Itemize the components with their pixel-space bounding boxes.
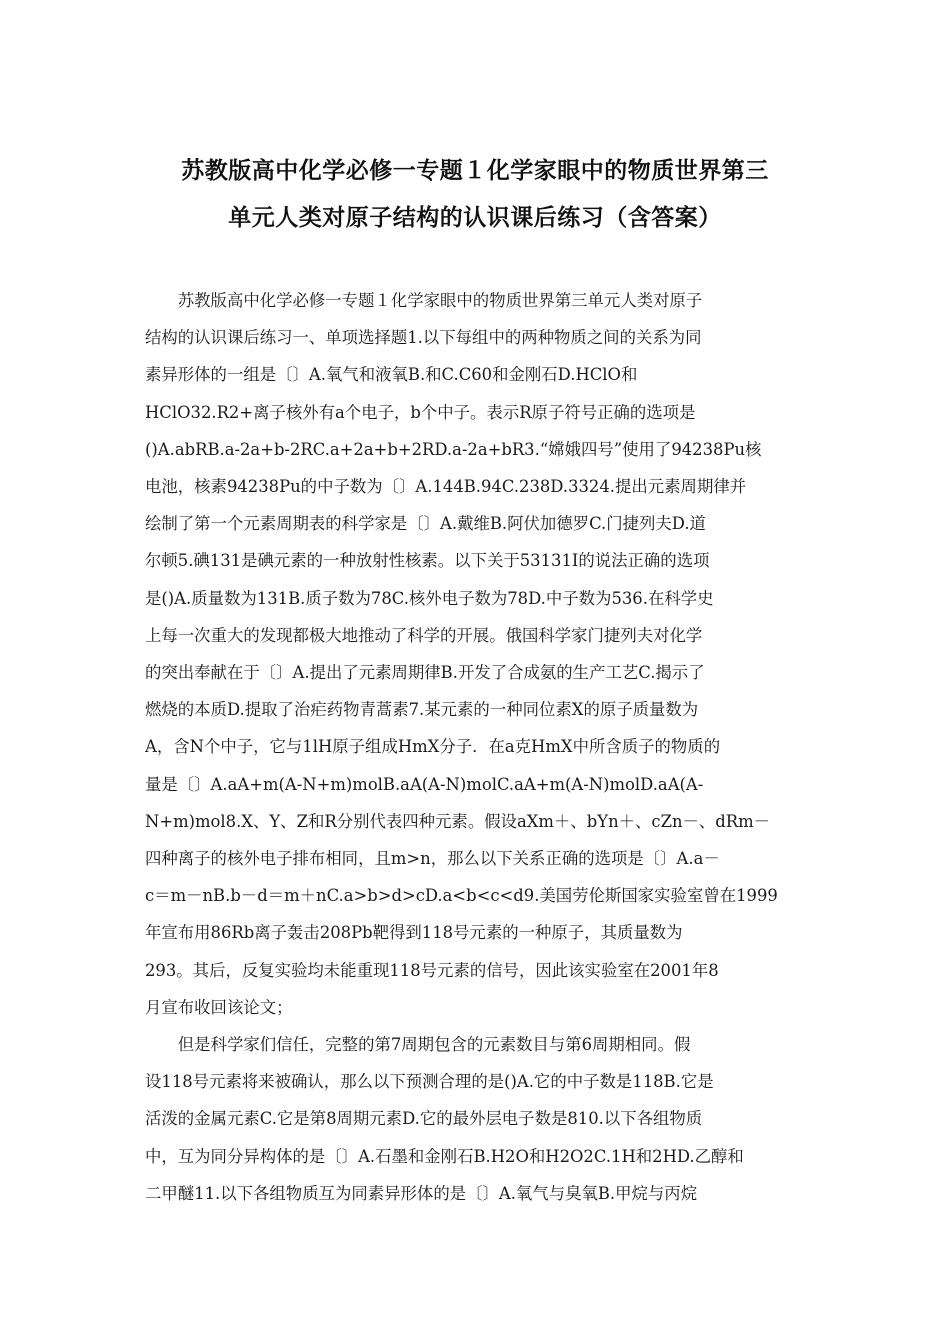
body-line: 素异形体的一组是〔〕A.氧气和液氧B.和C.C60和金刚石D.HClO和 bbox=[145, 365, 638, 385]
body-line: c＝m－nB.b－d＝m＋nC.a>b>d>cD.a<b<c<d9.美国劳伦斯国家实验室曾在1999 bbox=[145, 886, 778, 906]
body-line: 活泼的金属元素C.它是第8周期元素D.它的最外层电子数是810.以下各组物质 bbox=[145, 1109, 703, 1129]
body-line: HClO32.R2+离子核外有a个电子，b个中子。表示R原子符号正确的选项是 bbox=[145, 402, 696, 422]
body-line: 四种离子的核外电子排布相同，且m>n，那么以下关系正确的选项是〔〕A.a－ bbox=[145, 849, 720, 869]
document-body bbox=[145, 282, 805, 1212]
body-line: 苏教版高中化学必修一专题１化学家眼中的物质世界第三单元人类对原子 bbox=[145, 291, 703, 310]
body-line: 年宣布用86Rb离子轰击208Pb靶得到118号元素的一种原子，其质量数为 bbox=[145, 923, 683, 943]
body-line: 293。其后，反复实验均未能重现118号元素的信号，因此该实验室在2001年8 bbox=[145, 960, 719, 980]
body-line: N+m)mol8.X、Y、Z和R分别代表四种元素。假设aXm＋、bYn＋、cZn－、dRm－ bbox=[145, 811, 771, 831]
body-line: 电池，核素94238Pu的中子数为〔〕A.144B.94C.238D.3324.提出元素周期律并 bbox=[145, 477, 747, 497]
body-line: ()A.abRB.a-2a+b-2RC.a+2a+b+2RD.a-2a+bR3.“嫦娥四号”使用了94238Pu核 bbox=[145, 439, 762, 459]
body-line: 但是科学家们信任，完整的第7周期包含的元素数目与第6周期相同。假 bbox=[145, 1035, 691, 1055]
title-line-1: 苏教版高中化学必修一专题１化学家眼中的物质世界第三 bbox=[181, 158, 769, 184]
title-line-2: 单元人类对原子结构的认识课后练习（含答案） bbox=[228, 205, 722, 231]
document-title bbox=[120, 148, 830, 242]
body-line: 量是〔〕A.aA+m(A-N+m)molB.aA(A-N)molC.aA+m(A-N)molD.aA(A- bbox=[145, 774, 704, 794]
body-line: 尔顿5.碘131是碘元素的一种放射性核素。以下关于53131I的说法正确的选项 bbox=[145, 551, 710, 571]
body-line: 燃烧的本质D.提取了治疟药物青蒿素7.某元素的一种同位素X的原子质量数为 bbox=[145, 700, 699, 720]
body-line: 结构的认识课后练习一、单项选择题1.以下每组中的两种物质之间的关系为同 bbox=[145, 328, 702, 348]
body-line: 是()A.质量数为131B.质子数为78C.核外电子数为78D.中子数为536.在科学史 bbox=[145, 588, 714, 608]
body-line: 绘制了第一个元素周期表的科学家是〔〕A.戴维B.阿伏加德罗C.门捷列夫D.道 bbox=[145, 514, 706, 534]
body-line: 上每一次重大的发现都极大地推动了科学的开展。俄国科学家门捷列夫对化学 bbox=[145, 625, 703, 645]
body-line: A，含N个中子，它与1lH原子组成HmX分子．在a克HmX中所含质子的物质的 bbox=[145, 737, 721, 757]
body-line: 中，互为同分异构体的是〔〕A.石墨和金刚石B.H2O和H2O2C.1H和2HD.乙醇和 bbox=[145, 1146, 744, 1166]
body-line: 的突出奉献在于〔〕A.提出了元素周期律B.开发了合成氨的生产工艺C.揭示了 bbox=[145, 663, 705, 683]
body-line: 二甲醚11.以下各组物质互为同素异形体的是〔〕A.氧气与臭氧B.甲烷与丙烷 bbox=[145, 1183, 698, 1203]
body-line: 月宣布收回该论文； bbox=[145, 997, 293, 1017]
body-line: 设118号元素将来被确认，那么以下预测合理的是()A.它的中子数是118B.它是 bbox=[145, 1072, 714, 1092]
